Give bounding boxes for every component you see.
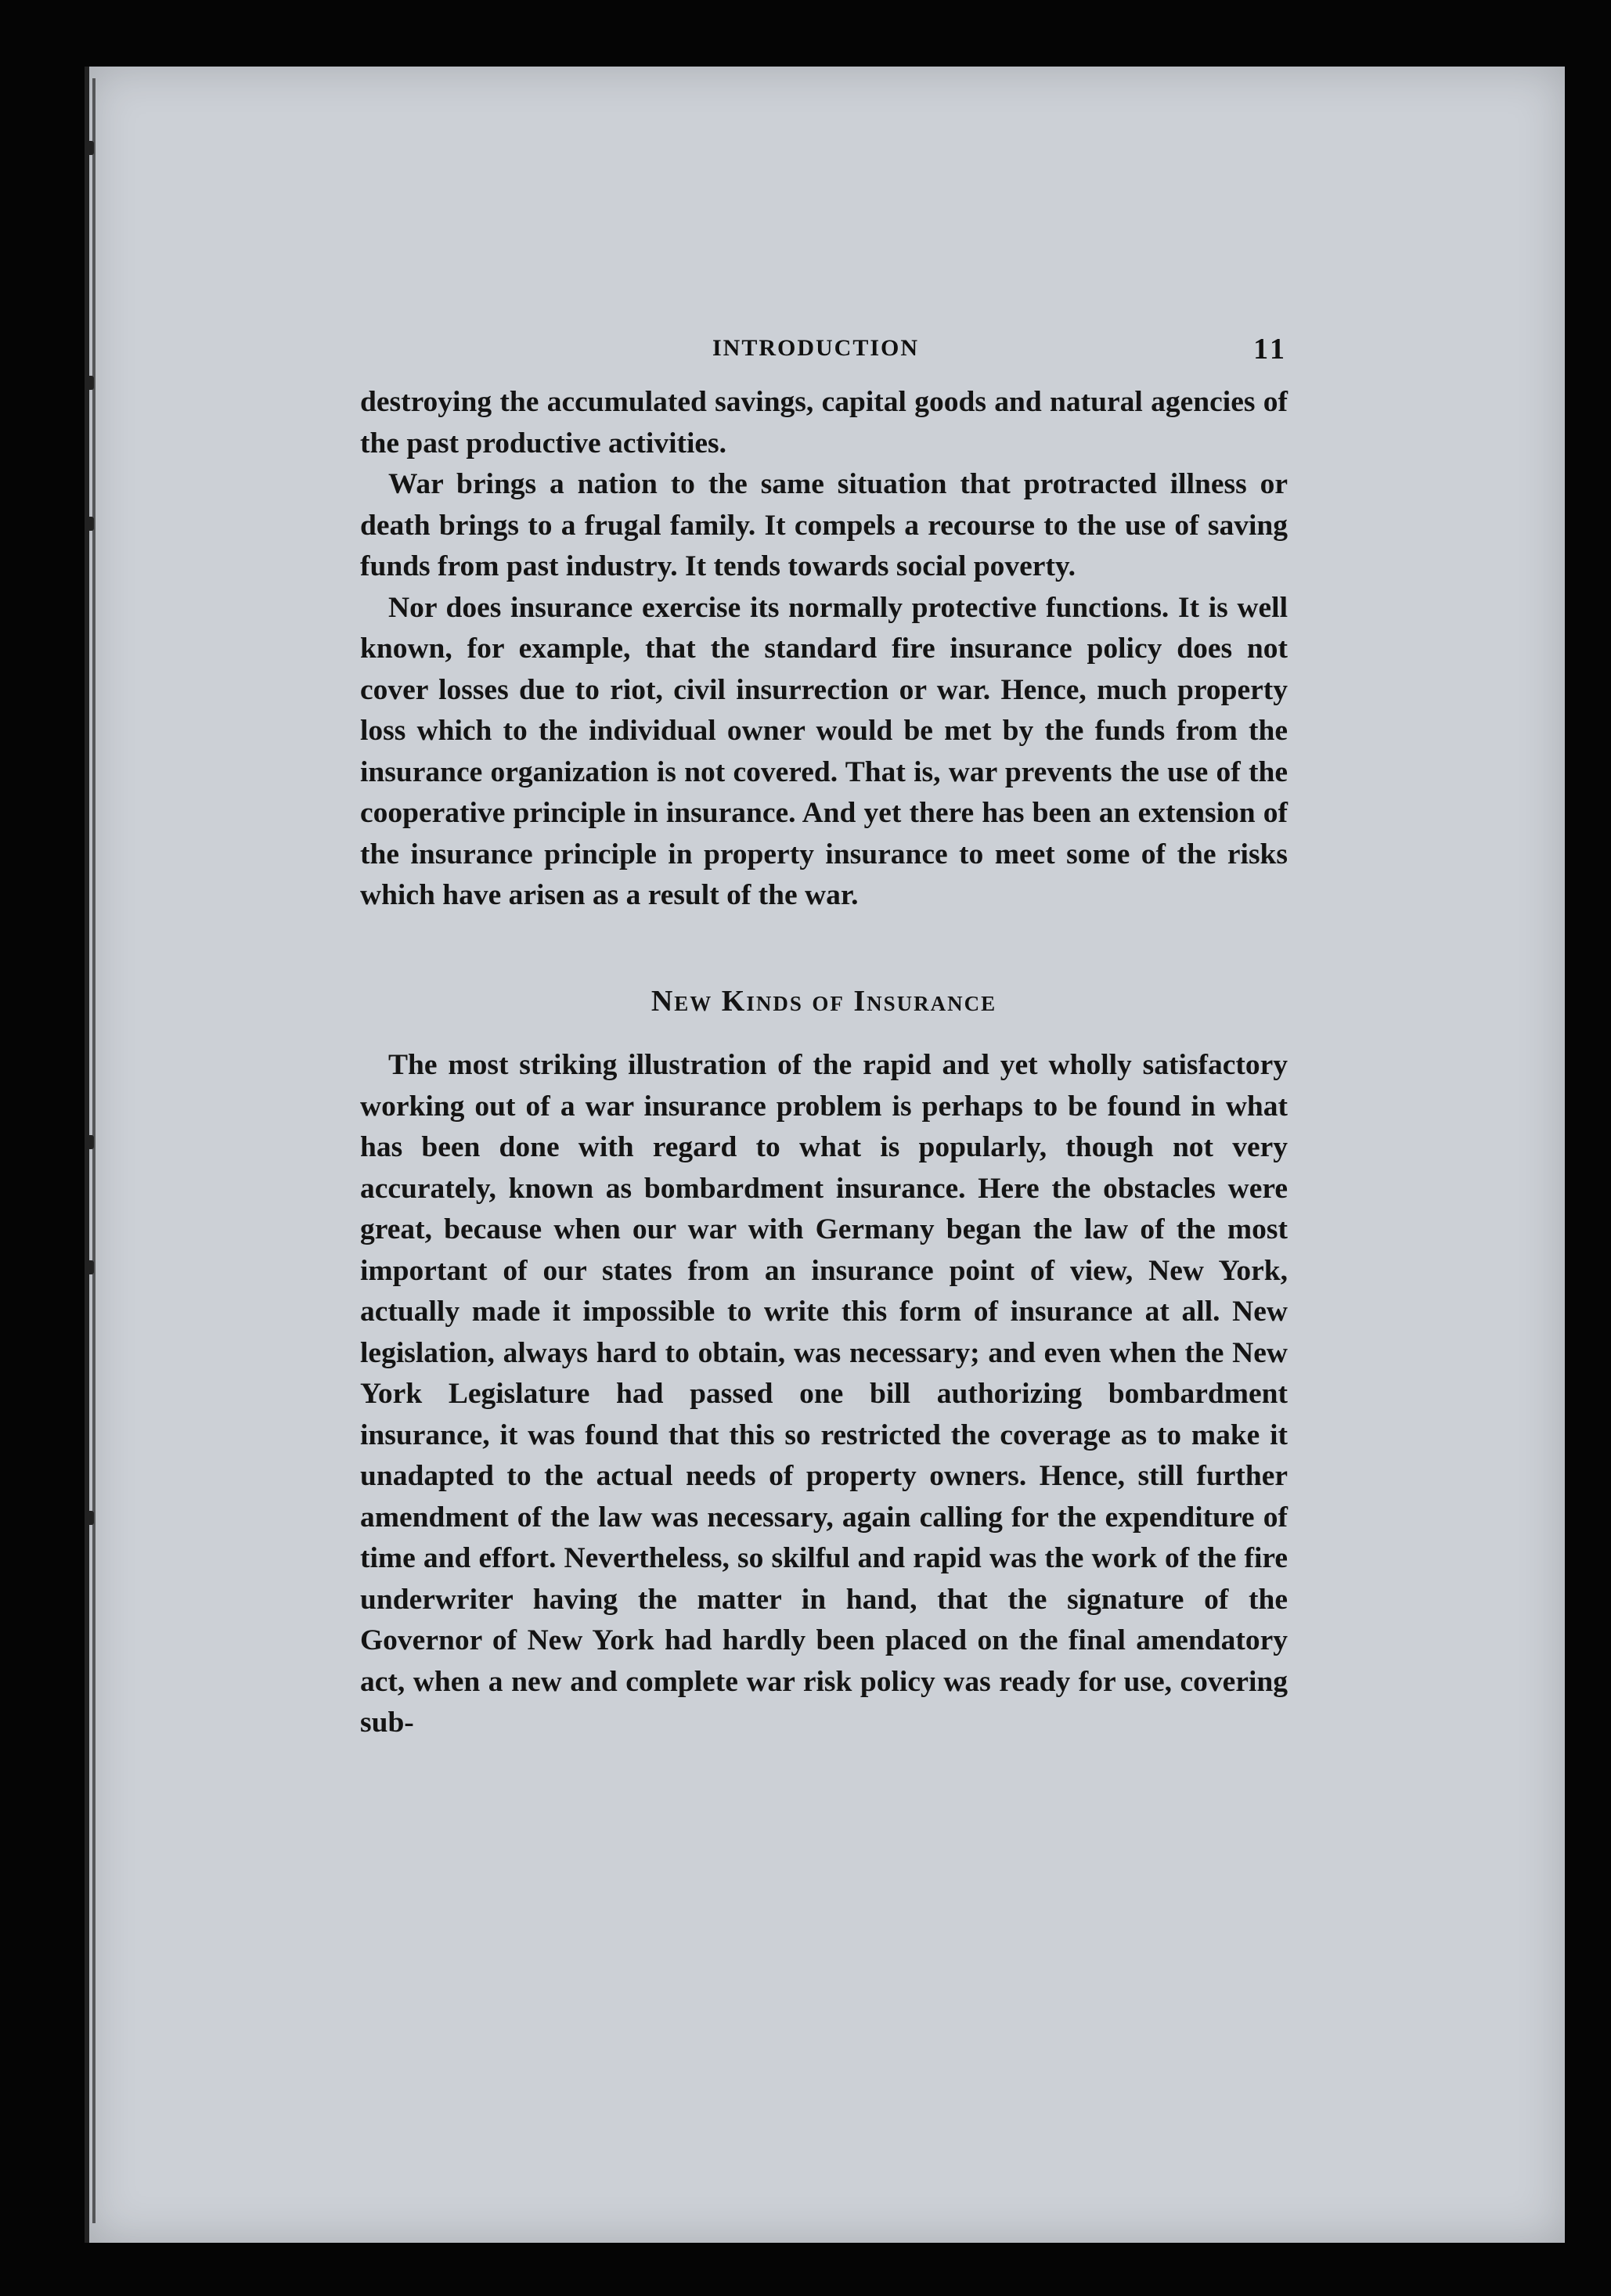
binding-mark [86,1260,94,1274]
paragraph: War brings a nation to the same situation that protracted illness or death brings to a frugal family. It compels a recourse to the use of saving funds from past industry. It tends towards social poverty. [360,468,1288,582]
paragraph: Nor does insurance exercise its normally protective functions. It is well known, for example, that the standard fire insurance policy does not cover losses due to riot, civil insurrection or war. Hence, much property loss which to the individual owner would be met by the funds from the insurance organization is not covered. That is, war prevents the use of the cooperative principle in insurance. And yet there has been an extension of the insurance principle in property insurance to meet some of the risks which have arisen as a result of the war. [360,591,1288,911]
page-number: 11 [1253,333,1288,366]
binding-mark [86,1135,94,1149]
paragraph-continuation: destroying the accumulated savings, capital goods and natural agencies of the past productive activities. [360,386,1288,460]
running-title: INTRODUCTION [712,335,920,361]
page-binding-edge [92,78,96,2223]
paragraph: The most striking illustration of the rapid and yet wholly satisfactory working out of a war insurance problem is perhaps to be found in what has been done with regard to what is popularly, though not very accurately, known as bombardment insurance. Here the obstacles were great, because when our war with Germany began the law of the most important of our states from an insurance point of view, New York, actually made it impossible to write this form of insurance at all. New legislation, always hard to obtain, was necessary; and even when the New York Legislature had passed one bill authorizing bombardment insurance, it was found that this so restricted the coverage as to make it unadapted to the actual needs of property owners. Hence, still further amendment of the law was necessary, again calling for the expenditure of time and effort. Nevertheless, so skilful and rapid was the work of the fire underwriter having the matter in hand, that the signature of the Governor of New York had hardly been placed on the final amendatory act, when a new and complete war risk policy was ready for use, covering sub- [360,1049,1288,1739]
binding-mark [86,376,94,390]
binding-mark [86,517,94,531]
binding-mark [86,141,94,155]
running-head [360,335,1288,366]
section-heading: New Kinds of Insurance [651,984,997,1018]
body-text [360,382,1288,1744]
binding-mark [86,1511,94,1525]
